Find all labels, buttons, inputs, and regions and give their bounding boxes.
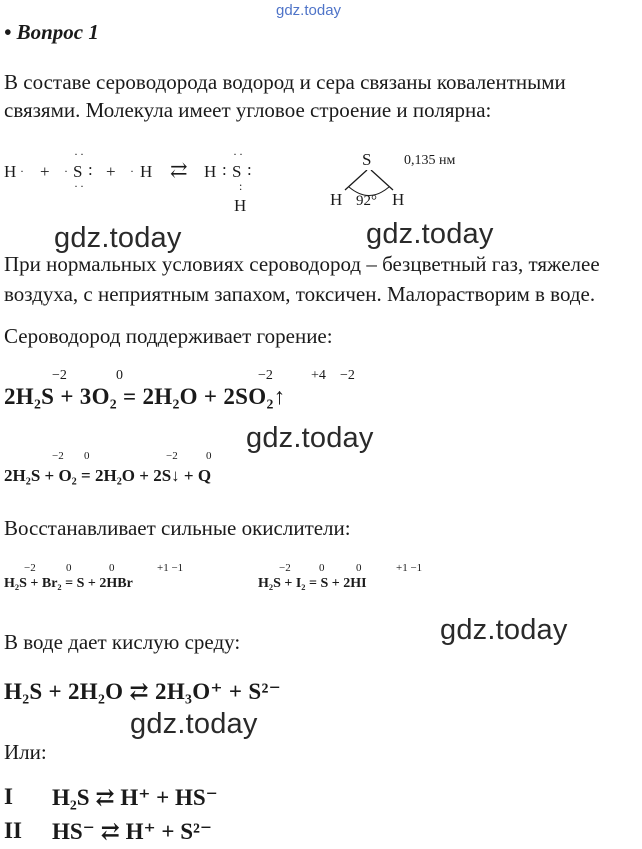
paragraph-1-line-2: связями. Молекула имеет угловое строение и полярна: [4,98,492,122]
watermark: gdz.today [366,218,494,250]
electron-dot: · [20,164,24,178]
oxidation-state: 0 [206,450,212,462]
oxidation-state: −2 [52,450,64,462]
reduces-label: Восстанавливает сильные окислители: [4,516,351,540]
oxidation-state: +4 [311,368,326,383]
bond-length-label: 0,135 нм [404,153,456,168]
paragraph-2-line-2: воздуха, с неприятным запахом, токсичен. Малорастворим в воде. [4,282,596,306]
oxidation-state: 0 [356,562,362,574]
or-label: Или: [4,740,47,764]
lewis-plus-1: + [40,162,50,181]
watermark-top: gdz.today [276,2,342,19]
watermark: gdz.today [246,422,374,454]
lewis-h2: H [140,162,153,181]
electron-pair-top: ·· [233,147,245,161]
page-title: • Вопрос 1 [4,20,99,44]
oxidation-state: 0 [84,450,90,462]
lewis-product-h: H [204,162,217,181]
oxidation-state: −2 [166,450,178,462]
oxidation-state: +1 −1 [157,562,184,574]
paragraph-2-line-1: При нормальных условиях сероводород – безцветный газ, тяжелее [4,252,600,276]
oxidation-state: −2 [340,368,355,383]
electron-dot: · [130,164,134,178]
lewis-product-s: S [232,162,242,181]
electron-dot: · [64,164,68,178]
oxidation-state: −2 [258,368,273,383]
bond-line-left [345,170,367,190]
angle-label: 92° [356,193,377,209]
lewis-s: S [73,162,83,181]
oxidation-state: 0 [109,562,115,574]
combustion-label: Сероводород поддерживает горение: [4,324,333,348]
oxidation-state: 0 [66,562,72,574]
watermark: gdz.today [130,708,258,740]
shared-pair: : [222,160,227,179]
paragraph-1-line-1: В составе сероводорода водород и сера связаны ковалентными [4,70,566,94]
equation-text: 2H₂S + 3O₂ = 2H₂O + 2SO₂↑ [4,384,286,409]
oxidation-state: +1 −1 [396,562,423,574]
stage-2-number: II [4,818,22,843]
electron-pair-bottom: ·· [74,179,86,193]
oxidation-state: −2 [279,562,291,574]
equilibrium-arrow: ⇄ [170,158,188,182]
oxidation-state: −2 [52,368,67,383]
acid-label: В воде дает кислую среду: [4,630,241,654]
geometry-s: S [362,150,372,169]
bond-line-right [371,170,393,190]
lewis-plus-2: + [106,162,116,181]
geometry-h-right: H [392,190,405,209]
electron-pair-top: ·· [74,147,86,161]
watermark: gdz.today [54,222,182,254]
equation-5: H₂S + 2H₂O ⇄ 2H₃O⁺ + S²⁻ [4,679,282,704]
electron-pair-right: : [247,160,252,179]
shared-pair-vertical: : [239,179,243,193]
watermark: gdz.today [440,614,568,646]
electron-pair-right: : [88,160,93,179]
lewis-h1: H [4,162,17,181]
stage-2-equation: HS⁻ ⇄ H⁺ + S²⁻ [52,819,213,844]
equation-text: 2H₂S + O₂ = 2H₂O + 2S↓ + Q [4,466,212,485]
oxidation-state: 0 [319,562,325,574]
equation-text: H₂S + Br₂ = S + 2HBr [4,576,133,591]
oxidation-state: −2 [24,562,36,574]
stage-1-number: I [4,784,13,809]
geometry-h-left: H [330,190,343,209]
equation-text: H₂S + I₂ = S + 2HI [258,576,367,591]
oxidation-state: 0 [116,368,123,383]
stage-1-equation: H₂S ⇄ H⁺ + HS⁻ [52,785,218,810]
lewis-product-h-below: H [234,196,247,215]
